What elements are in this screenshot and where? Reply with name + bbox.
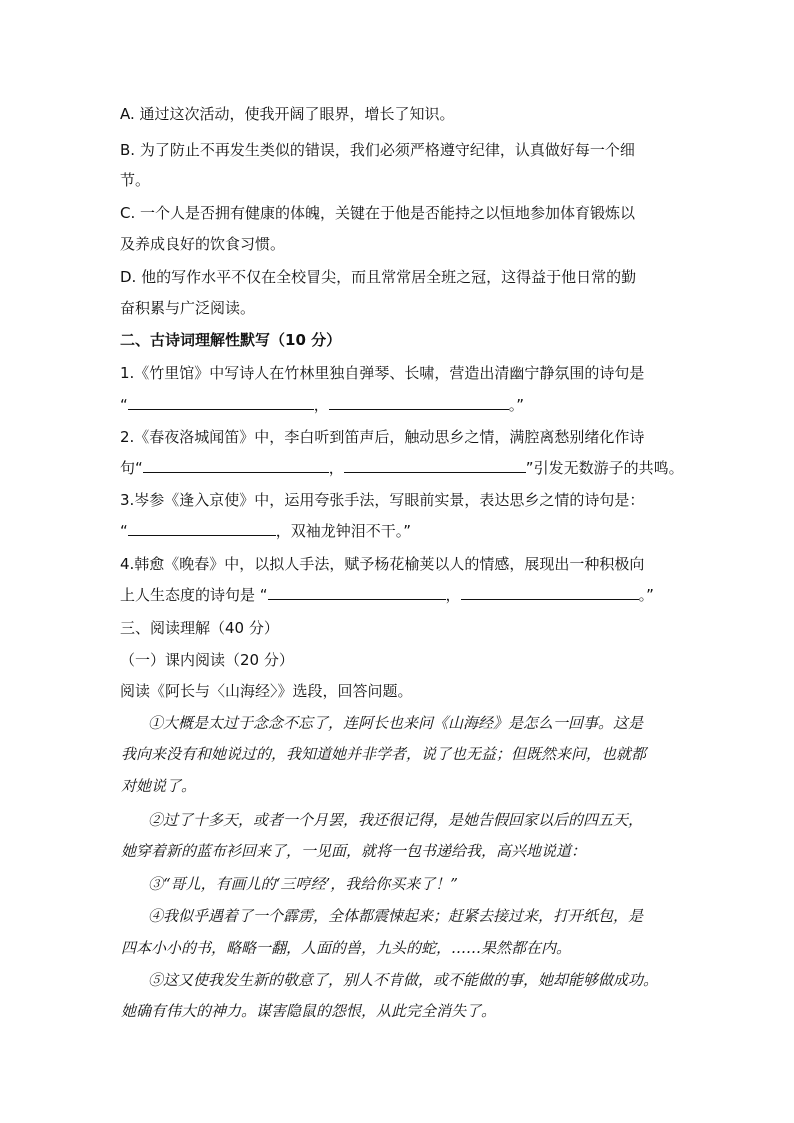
section3-heading: 三、阅读理解（40 分） [120,619,279,637]
q2-separator: ， [328,459,344,477]
q4-line2 [120,585,654,605]
q4-prefix: 上人生态度的诗句是 “ [120,586,268,604]
reading-intro: 阅读《阿长与〈山海经〉》选段，回答问题。 [120,682,413,700]
option-a: A. 通过这次活动，使我开阔了眼界，增长了知识。 [120,105,455,123]
q2-blank-2[interactable] [344,458,526,473]
passage-p2-line2: 她穿着新的蓝布衫回来了，一见面，就将一包书递给我，高兴地说道： [121,842,587,860]
q2-blank-1[interactable] [143,458,329,473]
q1-close-quote: 。” [508,396,525,414]
option-b-line2: 节。 [120,171,151,189]
q2-open-quote: 句“ [120,459,143,477]
q2-close-quote: ”引发无数游子的共鸣。 [525,459,684,477]
q1-line2 [120,395,524,415]
q4-line1: 4.韩愈《晚春》中，以拟人手法，赋予杨花榆荚以人的情感，展现出一种积极向 [120,555,645,573]
passage-p5-line1: ⑤这又使我发生新的敬意了，别人不肯做，或不能做的事，她却能够做成功。 [148,971,659,989]
passage-p1-line1: ①大概是太过于念念不忘了，连阿长也来问《山海经》是怎么一回事。这是 [148,714,644,732]
q4-blank-1[interactable] [268,585,446,600]
passage-p2-line1: ②过了十多天，或者一个月罢，我还很记得，是她告假回家以后的四五天， [148,811,644,829]
q1-open-quote: “ [120,396,128,414]
q4-separator: ， [445,586,461,604]
q3-line1: 3.岑参《逢入京使》中，运用夸张手法，写眼前实景，表达思乡之情的诗句是： [120,491,645,509]
option-d-line2: 奋积累与广泛阅读。 [120,299,256,317]
q1-blank-2[interactable] [329,395,509,410]
q4-close-quote: 。” [638,586,654,604]
passage-p5-line2: 她确有伟大的神力。谋害隐鼠的怨恨，从此完全消失了。 [121,1002,497,1020]
option-d-line1: D. 他的写作水平不仅在全校冒尖，而且常常居全班之冠，这得益于他日常的勤 [120,268,637,286]
q2-line1: 2.《春夜洛城闻笛》中，李白听到笛声后，触动思乡之情，满腔离愁别绪化作诗 [120,428,645,446]
option-c-line2: 及养成良好的饮食习惯。 [120,235,286,253]
passage-p4-line1: ④我似乎遇着了一个霹雳，全体都震悚起来；赶紧去接过来，打开纸包，是 [148,907,644,925]
q1-separator: ， [313,396,329,414]
q3-close-quote: ，双袖龙钟泪不干。” [275,522,412,540]
passage-p1-line2: 我向来没有和她说过的，我知道她并非学者，说了也无益；但既然来问，也就都 [121,745,647,763]
q2-line2 [120,458,684,478]
passage-p1-line3: 对她说了。 [121,777,197,795]
q1-line1: 1.《竹里馆》中写诗人在竹林里独自弹琴、长啸，营造出清幽宁静氛围的诗句是 [120,364,645,382]
section2-heading: 二、古诗词理解性默写（10 分） [120,331,342,349]
passage-p4-line2: 四本小小的书，略略一翻，人面的兽，九头的蛇，……果然都在内。 [121,939,572,957]
option-c-line1: C. 一个人是否拥有健康的体魄，关键在于他是否能持之以恒地参加体育锻炼以 [120,204,636,222]
section3-subheading: （一）课内阅读（20 分） [120,651,294,669]
q1-blank-1[interactable] [128,395,314,410]
option-b-line1: B. 为了防止不再发生类似的错误，我们必须严格遵守纪律，认真做好每一个细 [120,141,635,159]
q4-blank-2[interactable] [461,585,639,600]
q3-open-quote: “ [120,522,128,540]
q3-line2 [120,521,411,541]
passage-p3-line1: ③“哥儿，有画儿的‘三哼经’，我给你买来了！” [148,875,458,893]
q3-blank-1[interactable] [128,521,276,536]
